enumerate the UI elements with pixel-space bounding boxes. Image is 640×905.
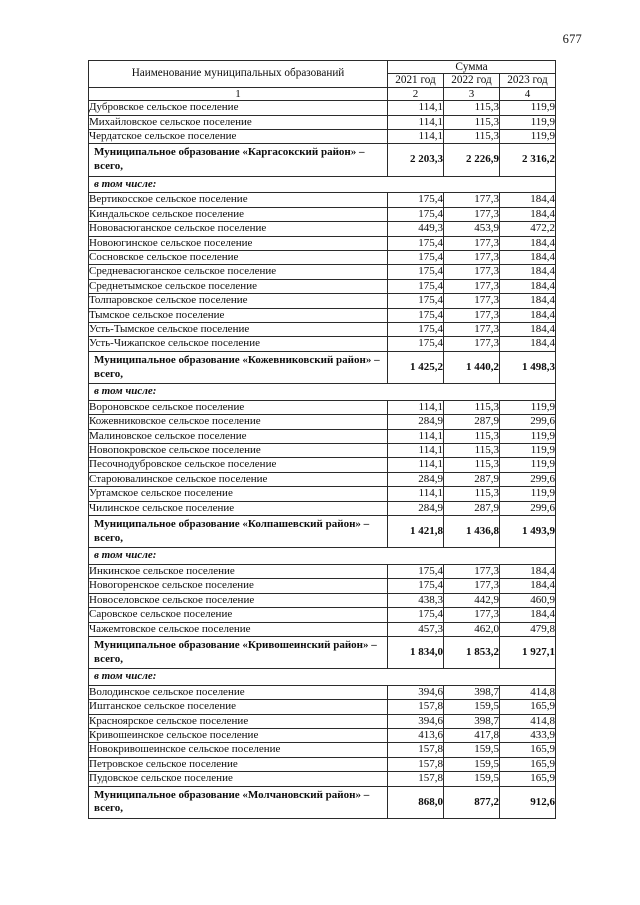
row-value-2022: 115,3 — [444, 400, 500, 414]
table-row — [89, 265, 556, 279]
row-name: Чажемтовское сельское поселение — [89, 622, 388, 636]
column-number-2: 2 — [388, 88, 444, 101]
table-row — [89, 757, 556, 771]
row-value-2023: 460,9 — [500, 593, 556, 607]
table-row — [89, 714, 556, 728]
row-name: Вертикосское сельское поселение — [89, 193, 388, 207]
table-row — [89, 487, 556, 501]
row-name: Чилинское сельское поселение — [89, 501, 388, 515]
row-name: Пудовское сельское поселение — [89, 772, 388, 786]
header-row-main — [89, 61, 556, 74]
row-value-2021: 114,1 — [388, 101, 444, 115]
row-subheader-label: в том числе: — [89, 548, 556, 564]
table-row — [89, 323, 556, 337]
row-name: Тымское сельское поселение — [89, 308, 388, 322]
row-value-2023: 119,9 — [500, 458, 556, 472]
column-number-1: 1 — [89, 88, 388, 101]
row-value-2022: 877,2 — [444, 786, 500, 819]
row-value-2022: 177,3 — [444, 564, 500, 578]
row-value-2021: 175,4 — [388, 265, 444, 279]
row-value-2023: 119,9 — [500, 101, 556, 115]
row-value-2022: 442,9 — [444, 593, 500, 607]
row-value-2021: 114,1 — [388, 487, 444, 501]
row-name: Новоюгинское сельское поселение — [89, 236, 388, 250]
row-value-2022: 177,3 — [444, 337, 500, 351]
row-value-2023: 165,9 — [500, 757, 556, 771]
row-value-2021: 157,8 — [388, 772, 444, 786]
table-row — [89, 415, 556, 429]
row-value-2022: 177,3 — [444, 279, 500, 293]
row-value-2023: 184,4 — [500, 608, 556, 622]
row-value-2021: 868,0 — [388, 786, 444, 819]
row-value-2022: 1 853,2 — [444, 636, 500, 669]
row-value-2022: 177,3 — [444, 236, 500, 250]
row-value-2021: 394,6 — [388, 685, 444, 699]
row-value-2023: 2 316,2 — [500, 144, 556, 177]
row-total-name: Муниципальное образование «Кожевниковский район» – всего, — [89, 351, 388, 384]
row-name: Сосновское сельское поселение — [89, 250, 388, 264]
row-value-2023: 479,8 — [500, 622, 556, 636]
row-name: Новопокровское сельское поселение — [89, 443, 388, 457]
row-total-name: Муниципальное образование «Колпашевский район» – всего, — [89, 515, 388, 548]
row-value-2022: 115,3 — [444, 487, 500, 501]
row-value-2022: 159,5 — [444, 772, 500, 786]
row-value-2022: 287,9 — [444, 472, 500, 486]
row-name: Михайловское сельское поселение — [89, 115, 388, 129]
table-row — [89, 207, 556, 221]
row-value-2023: 184,4 — [500, 236, 556, 250]
row-value-2022: 177,3 — [444, 294, 500, 308]
table-row — [89, 337, 556, 351]
column-header-name: Наименование муниципальных образований — [89, 61, 388, 88]
row-value-2021: 449,3 — [388, 222, 444, 236]
row-value-2023: 414,8 — [500, 685, 556, 699]
row-subheader-label: в том числе: — [89, 669, 556, 685]
row-name: Дубровское сельское поселение — [89, 101, 388, 115]
table-row — [89, 685, 556, 699]
row-value-2022: 287,9 — [444, 415, 500, 429]
row-value-2021: 175,4 — [388, 236, 444, 250]
table-header — [89, 61, 556, 101]
table-row — [89, 786, 556, 819]
row-value-2021: 1 421,8 — [388, 515, 444, 548]
row-value-2022: 177,3 — [444, 579, 500, 593]
row-value-2023: 1 927,1 — [500, 636, 556, 669]
row-value-2023: 414,8 — [500, 714, 556, 728]
row-value-2021: 114,1 — [388, 115, 444, 129]
row-value-2023: 165,9 — [500, 700, 556, 714]
row-value-2023: 184,4 — [500, 564, 556, 578]
table-row — [89, 222, 556, 236]
table-row — [89, 515, 556, 548]
row-name: Усть-Тымское сельское поселение — [89, 323, 388, 337]
table-row — [89, 429, 556, 443]
row-value-2023: 184,4 — [500, 250, 556, 264]
row-name: Кривошеинское сельское поселение — [89, 729, 388, 743]
table-row — [89, 294, 556, 308]
table-row — [89, 593, 556, 607]
table-row — [89, 622, 556, 636]
row-value-2021: 284,9 — [388, 472, 444, 486]
row-value-2022: 1 440,2 — [444, 351, 500, 384]
row-value-2022: 2 226,9 — [444, 144, 500, 177]
budget-table-container — [88, 60, 555, 819]
row-value-2023: 912,6 — [500, 786, 556, 819]
row-value-2023: 119,9 — [500, 429, 556, 443]
row-value-2023: 184,4 — [500, 308, 556, 322]
table-row — [89, 308, 556, 322]
row-value-2021: 175,4 — [388, 337, 444, 351]
table-row — [89, 176, 556, 192]
row-value-2021: 114,1 — [388, 130, 444, 144]
row-value-2022: 177,3 — [444, 250, 500, 264]
row-value-2021: 438,3 — [388, 593, 444, 607]
row-value-2023: 184,4 — [500, 579, 556, 593]
row-value-2023: 1 493,9 — [500, 515, 556, 548]
row-value-2023: 184,4 — [500, 265, 556, 279]
row-value-2021: 1 834,0 — [388, 636, 444, 669]
row-value-2021: 457,3 — [388, 622, 444, 636]
row-value-2022: 115,3 — [444, 101, 500, 115]
row-value-2022: 398,7 — [444, 714, 500, 728]
row-value-2021: 175,4 — [388, 608, 444, 622]
row-value-2022: 398,7 — [444, 685, 500, 699]
row-value-2022: 115,3 — [444, 429, 500, 443]
row-value-2023: 299,6 — [500, 472, 556, 486]
table-row — [89, 458, 556, 472]
row-name: Киндальское сельское поселение — [89, 207, 388, 221]
row-name: Уртамское сельское поселение — [89, 487, 388, 501]
row-value-2021: 175,4 — [388, 193, 444, 207]
row-value-2021: 175,4 — [388, 279, 444, 293]
table-row — [89, 669, 556, 685]
row-value-2022: 453,9 — [444, 222, 500, 236]
column-number-3: 3 — [444, 88, 500, 101]
row-name: Саровское сельское поселение — [89, 608, 388, 622]
row-value-2022: 159,5 — [444, 743, 500, 757]
row-value-2021: 284,9 — [388, 415, 444, 429]
row-value-2023: 184,4 — [500, 323, 556, 337]
row-value-2022: 287,9 — [444, 501, 500, 515]
row-value-2021: 175,4 — [388, 308, 444, 322]
table-row — [89, 236, 556, 250]
row-value-2022: 177,3 — [444, 193, 500, 207]
row-value-2023: 1 498,3 — [500, 351, 556, 384]
row-value-2022: 177,3 — [444, 308, 500, 322]
row-value-2021: 175,4 — [388, 294, 444, 308]
row-total-name: Муниципальное образование «Каргасокский район» – всего, — [89, 144, 388, 177]
row-value-2021: 114,1 — [388, 429, 444, 443]
row-value-2021: 1 425,2 — [388, 351, 444, 384]
row-name: Новоселовское сельское поселение — [89, 593, 388, 607]
row-subheader-label: в том числе: — [89, 384, 556, 400]
row-total-name: Муниципальное образование «Молчановский район» – всего, — [89, 786, 388, 819]
row-value-2022: 115,3 — [444, 115, 500, 129]
header-row-numbering — [89, 88, 556, 101]
row-name: Новогоренское сельское поселение — [89, 579, 388, 593]
table-row — [89, 700, 556, 714]
table-row — [89, 501, 556, 515]
row-value-2021: 157,8 — [388, 700, 444, 714]
row-value-2022: 177,3 — [444, 207, 500, 221]
row-value-2021: 157,8 — [388, 757, 444, 771]
row-value-2022: 177,3 — [444, 323, 500, 337]
column-number-4: 4 — [500, 88, 556, 101]
row-name: Кожевниковское сельское поселение — [89, 415, 388, 429]
row-value-2021: 175,4 — [388, 323, 444, 337]
row-value-2023: 299,6 — [500, 501, 556, 515]
row-value-2021: 2 203,3 — [388, 144, 444, 177]
row-value-2023: 472,2 — [500, 222, 556, 236]
table-row — [89, 101, 556, 115]
row-value-2022: 115,3 — [444, 458, 500, 472]
row-total-name: Муниципальное образование «Кривошеинский район» – всего, — [89, 636, 388, 669]
row-value-2023: 119,9 — [500, 115, 556, 129]
column-header-year-2023: 2023 год — [500, 74, 556, 88]
table-row — [89, 279, 556, 293]
table-row — [89, 608, 556, 622]
row-value-2023: 165,9 — [500, 772, 556, 786]
table-row — [89, 472, 556, 486]
table-row — [89, 115, 556, 129]
row-value-2023: 184,4 — [500, 294, 556, 308]
row-value-2022: 177,3 — [444, 608, 500, 622]
row-value-2021: 413,6 — [388, 729, 444, 743]
table-row — [89, 548, 556, 564]
row-value-2021: 175,4 — [388, 564, 444, 578]
row-name: Нововасюганское сельское поселение — [89, 222, 388, 236]
row-name: Малиновское сельское поселение — [89, 429, 388, 443]
table-row — [89, 564, 556, 578]
row-value-2021: 114,1 — [388, 443, 444, 457]
row-value-2021: 175,4 — [388, 250, 444, 264]
column-header-year-2022: 2022 год — [444, 74, 500, 88]
row-name: Володинское сельское поселение — [89, 685, 388, 699]
budget-table — [88, 60, 556, 819]
row-value-2021: 284,9 — [388, 501, 444, 515]
row-value-2022: 115,3 — [444, 443, 500, 457]
table-row — [89, 743, 556, 757]
row-value-2023: 165,9 — [500, 743, 556, 757]
row-value-2021: 394,6 — [388, 714, 444, 728]
row-name: Усть-Чижапское сельское поселение — [89, 337, 388, 351]
row-value-2022: 417,8 — [444, 729, 500, 743]
row-name: Вороновское сельское поселение — [89, 400, 388, 414]
page-number: 677 — [562, 32, 582, 46]
table-row — [89, 144, 556, 177]
row-value-2021: 157,8 — [388, 743, 444, 757]
table-row — [89, 250, 556, 264]
row-subheader-label: в том числе: — [89, 176, 556, 192]
row-name: Среднетымское сельское поселение — [89, 279, 388, 293]
row-value-2022: 159,5 — [444, 700, 500, 714]
row-value-2022: 115,3 — [444, 130, 500, 144]
row-name: Староювалинское сельское поселение — [89, 472, 388, 486]
table-row — [89, 772, 556, 786]
row-value-2023: 299,6 — [500, 415, 556, 429]
row-name: Инкинское сельское поселение — [89, 564, 388, 578]
column-group-header-sum: Сумма — [388, 61, 556, 74]
row-value-2023: 184,4 — [500, 337, 556, 351]
row-name: Средневасюганское сельское поселение — [89, 265, 388, 279]
table-row — [89, 193, 556, 207]
table-row — [89, 443, 556, 457]
table-body — [89, 101, 556, 819]
row-name: Красноярское сельское поселение — [89, 714, 388, 728]
row-name: Песочнодубровское сельское поселение — [89, 458, 388, 472]
row-value-2023: 119,9 — [500, 130, 556, 144]
row-value-2023: 119,9 — [500, 443, 556, 457]
table-row — [89, 729, 556, 743]
row-value-2022: 462,0 — [444, 622, 500, 636]
table-row — [89, 351, 556, 384]
table-row — [89, 130, 556, 144]
row-name: Петровское сельское поселение — [89, 757, 388, 771]
row-name: Толпаровское сельское поселение — [89, 294, 388, 308]
table-row — [89, 636, 556, 669]
row-value-2021: 114,1 — [388, 400, 444, 414]
row-name: Иштанское сельское поселение — [89, 700, 388, 714]
row-value-2023: 433,9 — [500, 729, 556, 743]
row-value-2023: 184,4 — [500, 279, 556, 293]
row-value-2023: 184,4 — [500, 207, 556, 221]
row-value-2022: 159,5 — [444, 757, 500, 771]
table-row — [89, 579, 556, 593]
row-value-2021: 114,1 — [388, 458, 444, 472]
column-header-year-2021: 2021 год — [388, 74, 444, 88]
row-name: Чердатское сельское поселение — [89, 130, 388, 144]
row-value-2023: 119,9 — [500, 487, 556, 501]
row-value-2021: 175,4 — [388, 579, 444, 593]
row-value-2023: 184,4 — [500, 193, 556, 207]
table-row — [89, 400, 556, 414]
table-row — [89, 384, 556, 400]
row-value-2023: 119,9 — [500, 400, 556, 414]
row-value-2022: 1 436,8 — [444, 515, 500, 548]
row-name: Новокривошеинское сельское поселение — [89, 743, 388, 757]
row-value-2022: 177,3 — [444, 265, 500, 279]
row-value-2021: 175,4 — [388, 207, 444, 221]
